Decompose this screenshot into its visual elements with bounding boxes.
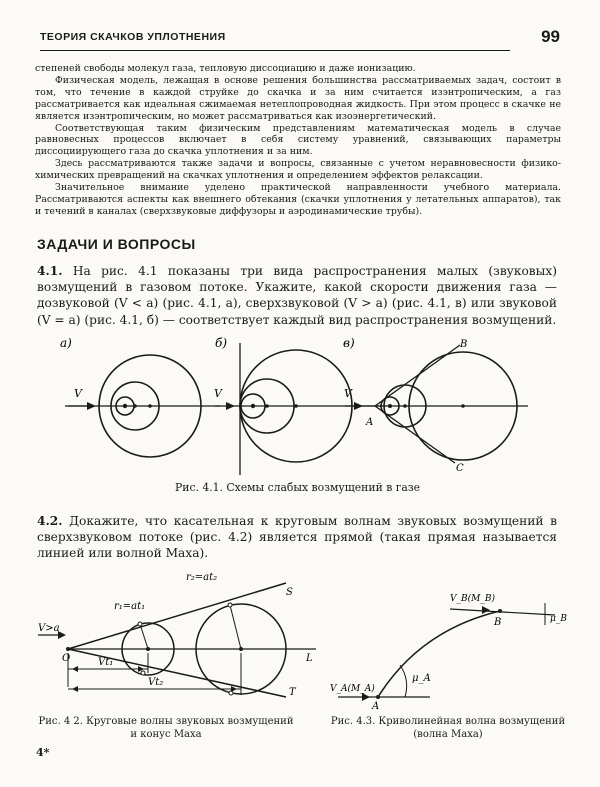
- problem-text: Докажите, что касательная к круговым волнам звуковых возмущений в сверхзвуковом потоке (рис. 4.2) является прямой (такая прямая называется линией или волной Маха).: [37, 514, 557, 561]
- label-c: в): [343, 336, 355, 350]
- origin-label: O: [62, 653, 71, 664]
- label-a: а): [60, 336, 72, 350]
- figure-4-1: [60, 335, 550, 480]
- velocity-label: V: [344, 387, 352, 400]
- point-c-label: C: [456, 463, 464, 474]
- figure-4-3: [330, 585, 580, 713]
- velocity-label: V: [214, 387, 222, 400]
- problem-number: 4.1.: [37, 264, 63, 278]
- vt1-label: Vt₁: [98, 657, 114, 668]
- line-s-label: S: [286, 587, 293, 598]
- problem-4-1: [37, 263, 557, 328]
- mach-line-s: [68, 583, 286, 649]
- figure-4-2-caption: Рис. 4 2. Круговые волны звуковых возмущений и конус Маха: [38, 716, 294, 740]
- header-rule: [40, 50, 510, 51]
- figure-4-3-caption: Рис. 4.3. Криволинейная волна возмущений (волна Маха): [330, 716, 566, 740]
- page-number: 99: [541, 27, 560, 46]
- running-title: ТЕОРИЯ СКАЧКОВ УПЛОТНЕНИЯ: [40, 31, 226, 43]
- point-a-label: A: [372, 701, 380, 712]
- intro-paragraph: степеней свободы молекул газа, тепловую диссоциацию и даже ионизацию.: [35, 63, 416, 74]
- vb-label: V_B(M_B): [450, 594, 495, 604]
- problem-number: 4.2.: [37, 514, 63, 528]
- point-b-label: B: [494, 617, 502, 628]
- mach-line-lower: [375, 406, 455, 463]
- label-b: б): [215, 336, 228, 350]
- mu-a-label: μ_A: [412, 673, 431, 684]
- section-title: ЗАДАЧИ И ВОПРОСЫ: [37, 236, 196, 252]
- problem-text: На рис. 4.1 показаны три вида распространения малых (звуковых) возмущений в газовом потоке. Укажите, какой скорости движения газа — дозвуковой (V < a) (рис. 4.1, а), сверхзвуковой (V > a) (рис. 4.1, в) или звуковой (V = a) (рис. 4.1, б) — соответствует каждый вид распространения возмущений.: [37, 264, 557, 327]
- radius-1-label: r₁=at₁: [114, 601, 146, 612]
- line-t-label: T: [289, 687, 296, 698]
- radius-2: [230, 605, 241, 649]
- point-a-label: A: [366, 417, 374, 428]
- figure-4-2: [36, 565, 316, 715]
- intro-paragraph: Физическая модель, лежащая в основе решения большинства рассматриваемых задач, состоит в том, что течение в каждой струйке до скачка и за ним считается изэнтропическим, а газ рассматривается как идеальная сжимаемая нетеплопроводная жидкость. При этом процесс в скачке не является изэнтропическим, но может рассматриваться как изоэнергетический.: [35, 74, 561, 122]
- point-b-label: B: [460, 339, 468, 350]
- signature-mark: 4*: [36, 746, 50, 759]
- mach-line-upper: [375, 345, 460, 406]
- velocity-b-line: [450, 609, 555, 615]
- line-l-label: L: [306, 653, 313, 664]
- radius-2-label: r₂=at₂: [186, 572, 218, 583]
- intro-paragraph: Здесь рассматриваются также задачи и вопросы, связанные с учетом неравновесности физико-химических превращений на скачках уплотнения и определением эффектов релаксации.: [35, 158, 561, 182]
- radius-1: [140, 624, 148, 649]
- vt2-label: Vt₂: [148, 677, 164, 688]
- intro-paragraph: Соответствующая таким физическим представлениям математическая модель в случае равновесных процессов включает в себя систему уравнений, связывающих параметры диссоциирующего газа до скачка уплотнения и за ним.: [35, 122, 561, 158]
- intro-text: [35, 63, 561, 218]
- va-label: V_A(M_A): [330, 684, 375, 694]
- mach-wave-curve: [378, 611, 500, 697]
- flow-label: V>a: [38, 623, 60, 634]
- velocity-label: V: [74, 387, 82, 400]
- intro-paragraph: Значительное внимание уделено практической направленности учебного материала. Рассматриваются аспекты как внешнего обтекания (скачки уплотнения у летательных аппаратов), так и течений в каналах (сверхзвуковые диффузоры и аэродинамические трубы).: [35, 182, 561, 217]
- problem-4-2: [37, 513, 557, 562]
- figure-4-1-caption: Рис. 4.1. Схемы слабых возмущений в газе: [175, 481, 421, 494]
- mu-b-label: μ_B: [550, 614, 567, 624]
